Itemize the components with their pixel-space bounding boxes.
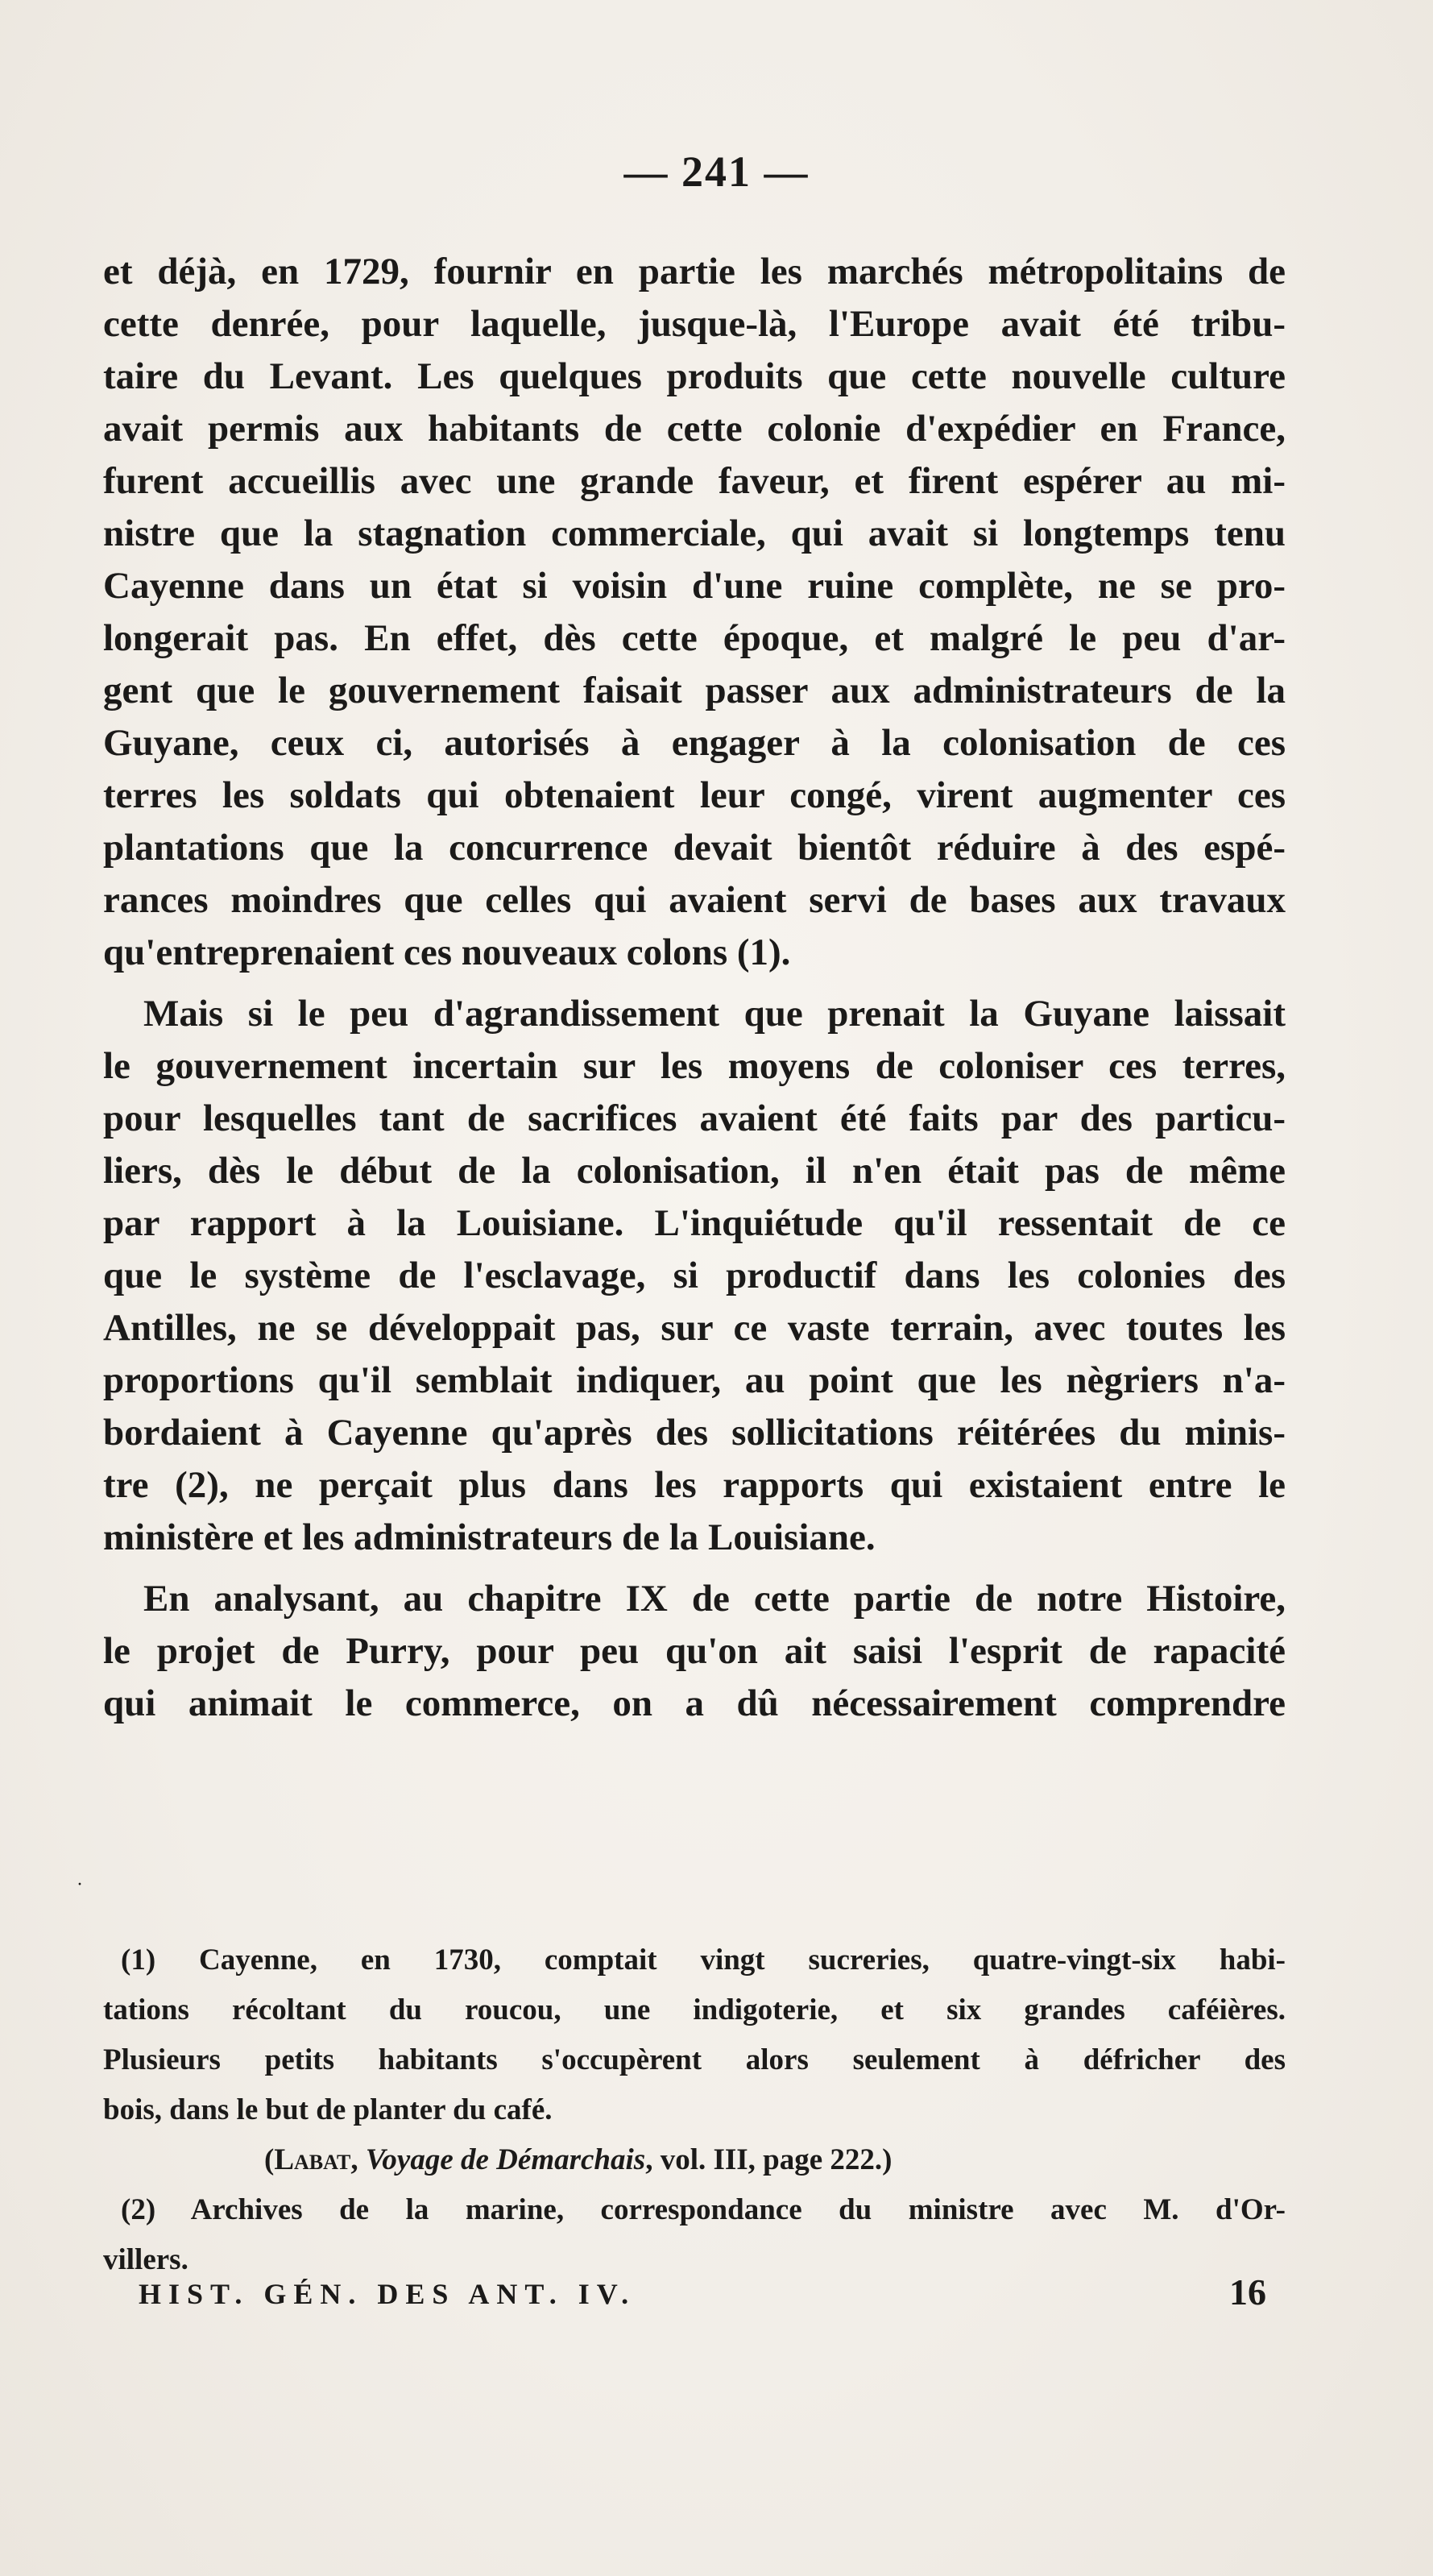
text-line: taire du Levant. Les quelques produits que cette nouvelle culture (103, 355, 1286, 397)
footnote-1-line: Plusieurs petits habitants s'occupèrent alors seulement à défricher des (103, 2043, 1286, 2076)
footnote-2-line: (2) Archives de la marine, correspondance du ministre avec M. d'Or- (121, 2193, 1286, 2226)
text-line: avait permis aux habitants de cette colonie d'expédier en France, (103, 408, 1286, 450)
text-line: liers, dès le début de la colonisation, il n'en était pas de même (103, 1150, 1286, 1192)
text-line: furent accueillis avec une grande faveur, et firent espérer au mi- (103, 460, 1286, 502)
footnote-1-line: (1) Cayenne, en 1730, comptait vingt sucreries, quatre-vingt-six habi- (121, 1943, 1286, 1977)
footnote-1-line: bois, dans le but de planter du café. (103, 2093, 553, 2126)
page-number: — 241 — (623, 147, 810, 196)
paragraph-1 (103, 246, 1286, 979)
text-line: pour lesquelles tant de sacrifices avaient été faits par des particu- (103, 1097, 1286, 1139)
footnote-1-line: tations récoltant du roucou, une indigoterie, et six grandes caféières. (103, 1993, 1286, 2026)
text-line: plantations que la concurrence devait bientôt réduire à des espé- (103, 827, 1286, 869)
citation-open: ( (264, 2143, 275, 2176)
citation-work: Voyage de Démarchais (365, 2143, 646, 2176)
footnote-1-citation (103, 2135, 1286, 2185)
text-line: cette denrée, pour laquelle, jusque-là, l'Europe avait été tribu- (103, 303, 1286, 345)
text-line: ministère et les administrateurs de la Louisiane. (103, 1516, 876, 1558)
citation-rest: , vol. III, page 222.) (645, 2143, 893, 2176)
text-line: proportions qu'il semblait indiquer, au point que les nègriers n'a- (103, 1359, 1286, 1401)
footnote-2-line: villers. (103, 2243, 188, 2276)
citation-author: Labat (274, 2143, 351, 2176)
citation-separator: , (350, 2143, 366, 2176)
text-line: Antilles, ne se développait pas, sur ce vaste terrain, avec toutes les (103, 1307, 1286, 1349)
text-line: Cayenne dans un état si voisin d'une ruine complète, ne se pro- (103, 565, 1286, 607)
text-line: rances moindres que celles qui avaient servi de bases aux travaux (103, 879, 1286, 921)
text-line: le gouvernement incertain sur les moyens de coloniser ces terres, (103, 1045, 1286, 1087)
text-line: par rapport à la Louisiane. L'inquiétude qu'il ressentait de ce (103, 1202, 1286, 1244)
text-line: En analysant, au chapitre IX de cette partie de notre Histoire, (143, 1578, 1286, 1620)
text-line: nistre que la stagnation commerciale, qui avait si longtemps tenu (103, 512, 1286, 554)
gathering-number: 16 (1229, 2271, 1266, 2313)
text-line: tre (2), ne perçait plus dans les rapports qui existaient entre le (103, 1464, 1286, 1506)
footnotes (103, 1935, 1286, 2285)
text-line: bordaient à Cayenne qu'après des sollicitations réitérées du minis- (103, 1412, 1286, 1454)
signature-mark: HIST. GÉN. DES ANT. IV. (139, 2278, 636, 2310)
paragraph-2 (103, 988, 1286, 1564)
text-line: qui animait le commerce, on a dû nécessairement comprendre (103, 1682, 1286, 1724)
margin-dot: · (77, 1874, 83, 1895)
body-text (103, 246, 1286, 1739)
text-line: Mais si le peu d'agrandissement que prenait la Guyane laissait (143, 993, 1286, 1035)
text-line: et déjà, en 1729, fournir en partie les marchés métropolitains de (103, 251, 1286, 292)
text-line: longerait pas. En effet, dès cette époque, et malgré le peu d'ar- (103, 617, 1286, 659)
text-line: le projet de Purry, pour peu qu'on ait saisi l'esprit de rapacité (103, 1630, 1286, 1672)
text-line: qu'entreprenaient ces nouveaux colons (1). (103, 931, 791, 973)
text-line: terres les soldats qui obtenaient leur congé, virent augmenter ces (103, 774, 1286, 816)
text-line: que le système de l'esclavage, si productif dans les colonies des (103, 1255, 1286, 1296)
text-line: gent que le gouvernement faisait passer aux administrateurs de la (103, 670, 1286, 711)
paragraph-3 (103, 1573, 1286, 1730)
text-line: Guyane, ceux ci, autorisés à engager à la colonisation de ces (103, 722, 1286, 764)
